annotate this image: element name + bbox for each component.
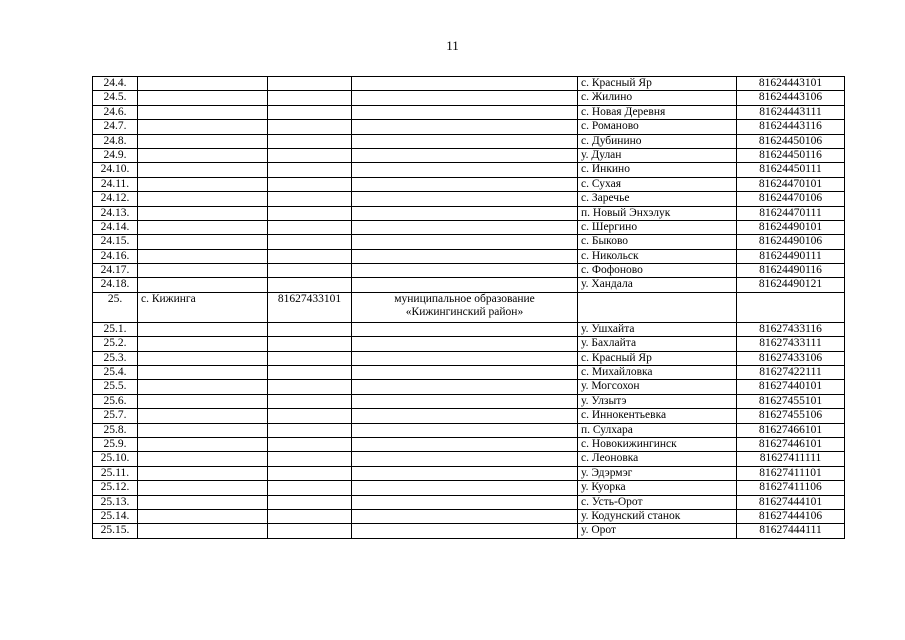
settlement-code-cell (737, 292, 845, 322)
center-name-cell (138, 524, 268, 538)
municipality-cell (352, 322, 578, 336)
settlement-name-cell: с. Быково (578, 235, 737, 249)
table-row (93, 91, 845, 105)
center-name-cell (138, 452, 268, 466)
municipality-cell (352, 481, 578, 495)
table-row (93, 120, 845, 134)
center-name-cell (138, 366, 268, 380)
table-row (93, 220, 845, 234)
center-name-cell (138, 509, 268, 523)
settlement-name-cell: с. Никольск (578, 249, 737, 263)
settlement-code-cell: 81627411101 (737, 466, 845, 480)
table-row (93, 380, 845, 394)
settlement-code-cell: 81627433106 (737, 351, 845, 365)
settlement-code-cell: 81624490106 (737, 235, 845, 249)
center-name-cell (138, 91, 268, 105)
center-code-cell: 81627433101 (268, 292, 352, 322)
municipality-cell (352, 437, 578, 451)
settlement-name-cell: с. Иннокентьевка (578, 409, 737, 423)
settlement-code-cell: 81624470101 (737, 177, 845, 191)
settlement-name-cell: с. Инкино (578, 163, 737, 177)
center-name-cell (138, 322, 268, 336)
row-number-cell: 25.1. (93, 322, 138, 336)
row-number-cell: 25. (93, 292, 138, 322)
municipality-cell (352, 380, 578, 394)
center-code-cell (268, 206, 352, 220)
table-row (93, 148, 845, 162)
table-row (93, 105, 845, 119)
settlement-code-cell: 81624490111 (737, 249, 845, 263)
table-row (93, 394, 845, 408)
center-name-cell (138, 409, 268, 423)
settlement-name-cell: п. Сулхара (578, 423, 737, 437)
row-number-cell: 25.13. (93, 495, 138, 509)
municipality-cell (352, 134, 578, 148)
settlement-code-cell: 81627422111 (737, 366, 845, 380)
settlement-name-cell: у. Могсохон (578, 380, 737, 394)
settlement-code-cell: 81624490121 (737, 278, 845, 292)
municipality-cell (352, 278, 578, 292)
center-name-cell (138, 278, 268, 292)
settlement-name-cell: п. Новый Энхэлук (578, 206, 737, 220)
municipality-cell (352, 394, 578, 408)
municipality-cell (352, 452, 578, 466)
center-code-cell (268, 134, 352, 148)
municipality-cell: муниципальное образование «Кижингинский район» (352, 292, 578, 322)
center-name-cell (138, 192, 268, 206)
table-row (93, 509, 845, 523)
table-row (93, 322, 845, 336)
center-name-cell (138, 394, 268, 408)
table-row (93, 466, 845, 480)
center-code-cell (268, 509, 352, 523)
row-number-cell: 24.17. (93, 264, 138, 278)
municipality-cell (352, 192, 578, 206)
row-number-cell: 24.16. (93, 249, 138, 263)
settlement-name-cell: с. Леоновка (578, 452, 737, 466)
settlement-code-cell: 81624490101 (737, 220, 845, 234)
settlement-code-cell: 81627440101 (737, 380, 845, 394)
settlement-code-cell: 81627411111 (737, 452, 845, 466)
row-number-cell: 25.6. (93, 394, 138, 408)
center-code-cell (268, 409, 352, 423)
center-code-cell (268, 524, 352, 538)
row-number-cell: 25.7. (93, 409, 138, 423)
municipality-cell (352, 249, 578, 263)
settlement-name-cell: у. Улзытэ (578, 394, 737, 408)
center-code-cell (268, 105, 352, 119)
center-code-cell (268, 278, 352, 292)
settlement-code-cell: 81627455106 (737, 409, 845, 423)
center-code-cell (268, 91, 352, 105)
table-row (93, 163, 845, 177)
center-name-cell (138, 437, 268, 451)
municipality-cell (352, 423, 578, 437)
center-name-cell (138, 163, 268, 177)
table-row (93, 192, 845, 206)
settlement-name-cell: с. Усть-Орот (578, 495, 737, 509)
table-row (93, 351, 845, 365)
row-number-cell: 25.3. (93, 351, 138, 365)
settlement-name-cell: у. Ушхайта (578, 322, 737, 336)
municipality-cell (352, 409, 578, 423)
table-row (93, 524, 845, 538)
center-name-cell (138, 351, 268, 365)
center-name-cell (138, 177, 268, 191)
settlement-code-cell: 81627444101 (737, 495, 845, 509)
row-number-cell: 24.9. (93, 148, 138, 162)
settlement-name-cell: с. Фофоново (578, 264, 737, 278)
table-row (93, 177, 845, 191)
center-code-cell (268, 120, 352, 134)
row-number-cell: 25.15. (93, 524, 138, 538)
settlement-code-cell: 81624450106 (737, 134, 845, 148)
center-code-cell (268, 380, 352, 394)
center-name-cell (138, 264, 268, 278)
center-name-cell (138, 206, 268, 220)
settlement-name-cell: у. Бахлайта (578, 337, 737, 351)
settlement-code-cell: 81624470106 (737, 192, 845, 206)
municipality-cell (352, 120, 578, 134)
settlement-code-cell: 81624443101 (737, 77, 845, 91)
center-name-cell (138, 120, 268, 134)
municipality-cell (352, 105, 578, 119)
settlement-code-cell: 81624470111 (737, 206, 845, 220)
settlement-name-cell: у. Эдэрмэг (578, 466, 737, 480)
center-code-cell (268, 452, 352, 466)
settlement-code-cell: 81624490116 (737, 264, 845, 278)
municipality-cell (352, 495, 578, 509)
settlement-name-cell (578, 292, 737, 322)
table-row (93, 249, 845, 263)
settlement-code-cell: 81627433116 (737, 322, 845, 336)
center-code-cell (268, 249, 352, 263)
municipality-cell (352, 163, 578, 177)
table-row (93, 409, 845, 423)
center-name-cell (138, 105, 268, 119)
center-name-cell (138, 337, 268, 351)
municipality-cell (352, 351, 578, 365)
settlement-name-cell: с. Жилино (578, 91, 737, 105)
settlement-name-cell: с. Шергино (578, 220, 737, 234)
center-code-cell (268, 163, 352, 177)
municipality-cell (352, 509, 578, 523)
settlement-name-cell: у. Дулан (578, 148, 737, 162)
center-code-cell (268, 177, 352, 191)
municipality-cell (352, 524, 578, 538)
center-code-cell (268, 423, 352, 437)
row-number-cell: 25.4. (93, 366, 138, 380)
center-code-cell (268, 495, 352, 509)
table-row (93, 423, 845, 437)
row-number-cell: 25.14. (93, 509, 138, 523)
settlement-code-cell: 81627433111 (737, 337, 845, 351)
table-row (93, 495, 845, 509)
center-code-cell (268, 322, 352, 336)
settlements-table (92, 76, 845, 539)
center-code-cell (268, 148, 352, 162)
settlement-name-cell: у. Кодунский станок (578, 509, 737, 523)
municipality-cell (352, 91, 578, 105)
municipality-cell (352, 177, 578, 191)
settlement-code-cell: 81627446101 (737, 437, 845, 451)
row-number-cell: 24.7. (93, 120, 138, 134)
table-row (93, 366, 845, 380)
row-number-cell: 24.8. (93, 134, 138, 148)
municipality-cell (352, 206, 578, 220)
center-code-cell (268, 466, 352, 480)
table-row (93, 292, 845, 322)
municipality-cell (352, 466, 578, 480)
row-number-cell: 24.12. (93, 192, 138, 206)
center-code-cell (268, 437, 352, 451)
center-code-cell (268, 192, 352, 206)
center-name-cell (138, 235, 268, 249)
municipality-cell (352, 77, 578, 91)
row-number-cell: 25.2. (93, 337, 138, 351)
settlement-code-cell: 81627444111 (737, 524, 845, 538)
center-name-cell (138, 249, 268, 263)
settlement-code-cell: 81627444106 (737, 509, 845, 523)
row-number-cell: 25.9. (93, 437, 138, 451)
settlement-name-cell: с. Михайловка (578, 366, 737, 380)
center-code-cell (268, 264, 352, 278)
center-name-cell: с. Кижинга (138, 292, 268, 322)
table-body (93, 77, 845, 539)
table-row (93, 452, 845, 466)
center-name-cell (138, 148, 268, 162)
settlement-name-cell: с. Дубинино (578, 134, 737, 148)
row-number-cell: 24.5. (93, 91, 138, 105)
row-number-cell: 25.11. (93, 466, 138, 480)
row-number-cell: 24.13. (93, 206, 138, 220)
settlement-code-cell: 81627466101 (737, 423, 845, 437)
center-name-cell (138, 481, 268, 495)
settlement-name-cell: с. Сухая (578, 177, 737, 191)
table-row (93, 481, 845, 495)
center-code-cell (268, 394, 352, 408)
row-number-cell: 25.5. (93, 380, 138, 394)
table-row (93, 264, 845, 278)
row-number-cell: 25.10. (93, 452, 138, 466)
page-number: 11 (446, 38, 459, 53)
table-row (93, 235, 845, 249)
settlement-code-cell: 81627455101 (737, 394, 845, 408)
municipality-cell (352, 366, 578, 380)
table-row (93, 206, 845, 220)
settlement-name-cell: с. Новокижингинск (578, 437, 737, 451)
table-row (93, 337, 845, 351)
row-number-cell: 25.8. (93, 423, 138, 437)
settlement-name-cell: с. Красный Яр (578, 77, 737, 91)
settlement-name-cell: у. Хандала (578, 278, 737, 292)
settlement-code-cell: 81624443111 (737, 105, 845, 119)
center-name-cell (138, 495, 268, 509)
municipality-cell (352, 264, 578, 278)
settlement-name-cell: у. Куорка (578, 481, 737, 495)
center-name-cell (138, 423, 268, 437)
center-code-cell (268, 351, 352, 365)
settlement-code-cell: 81627411106 (737, 481, 845, 495)
settlement-name-cell: с. Заречье (578, 192, 737, 206)
center-code-cell (268, 77, 352, 91)
row-number-cell: 24.6. (93, 105, 138, 119)
center-name-cell (138, 466, 268, 480)
row-number-cell: 24.15. (93, 235, 138, 249)
settlement-code-cell: 81624443116 (737, 120, 845, 134)
center-code-cell (268, 481, 352, 495)
row-number-cell: 24.18. (93, 278, 138, 292)
municipality-cell (352, 148, 578, 162)
center-name-cell (138, 134, 268, 148)
table-row (93, 278, 845, 292)
table-row (93, 77, 845, 91)
row-number-cell: 24.14. (93, 220, 138, 234)
table-row (93, 134, 845, 148)
settlement-name-cell: с. Романово (578, 120, 737, 134)
table-row (93, 437, 845, 451)
municipality-cell (352, 235, 578, 249)
row-number-cell: 24.11. (93, 177, 138, 191)
center-name-cell (138, 77, 268, 91)
center-code-cell (268, 220, 352, 234)
settlement-name-cell: у. Орот (578, 524, 737, 538)
settlement-code-cell: 81624450116 (737, 148, 845, 162)
center-name-cell (138, 380, 268, 394)
row-number-cell: 24.10. (93, 163, 138, 177)
row-number-cell: 25.12. (93, 481, 138, 495)
center-code-cell (268, 337, 352, 351)
center-name-cell (138, 220, 268, 234)
settlement-code-cell: 81624443106 (737, 91, 845, 105)
municipality-cell (352, 220, 578, 234)
settlement-name-cell: с. Красный Яр (578, 351, 737, 365)
settlement-name-cell: с. Новая Деревня (578, 105, 737, 119)
settlement-code-cell: 81624450111 (737, 163, 845, 177)
municipality-cell (352, 337, 578, 351)
center-code-cell (268, 366, 352, 380)
row-number-cell: 24.4. (93, 77, 138, 91)
center-code-cell (268, 235, 352, 249)
